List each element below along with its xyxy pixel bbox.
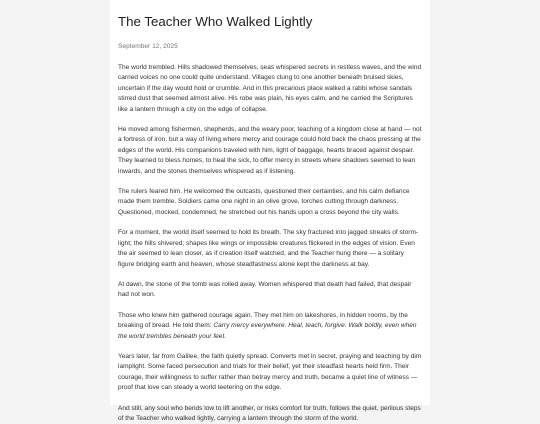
teacher-quote: Carry mercy everywhere. Heal, teach, forgive. Walk boldly, even when the world trembles beneath your feet. xyxy=(118,322,417,340)
article-date: September 12, 2025 xyxy=(118,43,178,50)
quote-paragraph xyxy=(118,311,422,342)
article-paragraph: The world trembled. Hills shadowed themselves, seas whispered secrets in restless waves, and the wind carried voices no one could quite understand. Villages clung to one another beneath bruised skies, uncertain if the day would hold or crumble. And in this precarious place walked a rabbi whose sandals stirred dust that seemed almost alive. His robe was plain, his eyes calm, and he carried the Scriptures like a lantern through a city on the edge of collapse. xyxy=(118,64,422,113)
article-paragraph: The rulers feared him. He welcomed the outcasts, questioned their certainties, and his calm defiance made them tremble. Soldiers came one night in an olive grove, torches cutting through darkness. Questioned, mocked, condemned, he stretched out his hands upon a cross beyond the city walls. xyxy=(118,188,410,216)
article xyxy=(110,0,430,422)
article-paragraph: Years later, far from Galilee, the faith quietly spread. Converts met in secret, praying and teaching by dim lamplight. Some faced persecution and trials for their belief, yet their steadfast hearts held firm. Their courage, their willingness to suffer rather than betray mercy and truth, became a quiet line of witness — proof that love can steady a world teetering on the edge. xyxy=(118,352,422,392)
article-paragraph: He moved among fishermen, shepherds, and the weary poor, teaching of a kingdom close at hand — not a fortress of iron, but a way of living where mercy and courage could hold back the chaos pressing at the edges of the world. His companions traveled with him, light of baggage, hearts braced against despair. They learned to bless homes, to heal the sick, to offer mercy in streets where shadows seemed to lean inwards, and the stones themselves whispered as if listening. xyxy=(118,126,422,175)
quote-intro: Those who knew him gathered courage again. They met him on lakeshores, in hidden rooms, by the breaking of bread. He told them: xyxy=(118,311,408,330)
article-paragraph: For a moment, the world itself seemed to hold its breath. The sky fractured into jagged streaks of storm-light; the hills shivered; shapes like wings or impossible creatures flickered in the edges of vision. Even the air seemed to lean closer, as if creation itself watched, and the Teacher hung there — a solitary figure bridging earth and heaven, whose steadfastness alone kept the darkness at bay. xyxy=(118,229,419,268)
article-paragraph: At dawn, the stone of the tomb was rolled away. Women whispered that death had failed, that despair had not won. xyxy=(118,280,412,299)
article-paragraph: And still, any soul who bends low to lift another, or risks comfort for truth, follows the quiet, perilous steps of the Teacher who walked lightly, carrying a lantern through the storm of the world. xyxy=(118,404,421,422)
article-title: The Teacher Who Walked Lightly xyxy=(118,14,313,29)
